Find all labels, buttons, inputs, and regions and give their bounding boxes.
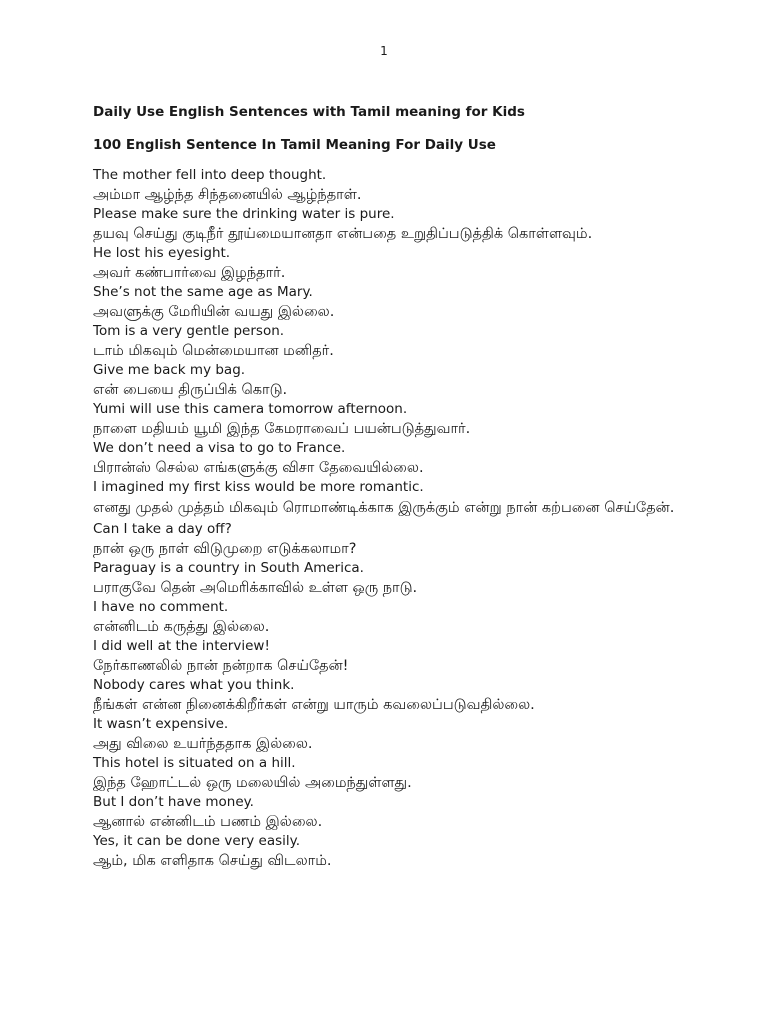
sentence-pair [93,598,713,637]
tamil-translation: பராகுவே தென் அமெரிக்காவில் உள்ள ஒரு நாடு. [93,580,418,596]
english-sentence: The mother fell into deep thought. [93,167,327,183]
document-body [93,103,713,871]
sentence-pair [93,244,713,283]
tamil-translation: தயவு செய்து குடிநீர் தூய்மையானதா என்பதை உறுதிப்படுத்திக் கொள்ளவும். [93,226,593,242]
sentence-pair [93,520,713,559]
sentence-pair [93,676,713,715]
english-sentence: Please make sure the drinking water is pure. [93,206,395,222]
tamil-translation: பிரான்ஸ் செல்ல எங்களுக்கு விசா தேவையில்லை. [93,460,424,476]
sentence-pair [93,793,713,832]
english-sentence: Paraguay is a country in South America. [93,560,364,576]
tamil-translation: ஆம், மிக எளிதாக செய்து விடலாம். [93,853,332,869]
tamil-translation: அவளுக்கு மேரியின் வயது இல்லை. [93,304,335,320]
english-sentence: Yes, it can be done very easily. [93,833,300,849]
sentence-pair [93,754,713,793]
english-sentence: Yumi will use this camera tomorrow afternoon. [93,401,408,417]
tamil-translation: அது விலை உயர்ந்ததாக இல்லை. [93,736,313,752]
sentence-pair [93,832,713,871]
tamil-translation: டாம் மிகவும் மென்மையான மனிதர். [93,343,334,359]
tamil-translation: என் பையை திருப்பிக் கொடு. [93,382,288,398]
sentence-pair [93,361,713,400]
sentence-pair [93,400,713,439]
sentence-pair [93,715,713,754]
page-number: 1 [380,44,388,58]
english-sentence: Nobody cares what you think. [93,677,295,693]
english-sentence: Tom is a very gentle person. [93,323,285,339]
sentence-pair [93,283,713,322]
tamil-translation: நேர்காணலில் நான் நன்றாக செய்தேன்! [93,658,349,674]
sentence-pair [93,322,713,361]
english-sentence: I imagined my first kiss would be more romantic. [93,479,424,495]
sentence-pair [93,166,713,205]
document-title: Daily Use English Sentences with Tamil meaning for Kids [93,104,525,120]
tamil-translation: அவர் கண்பார்வை இழந்தார். [93,265,286,281]
tamil-translation: ஆனால் என்னிடம் பணம் இல்லை. [93,814,323,830]
english-sentence: He lost his eyesight. [93,245,231,261]
english-sentence: She’s not the same age as Mary. [93,284,313,300]
sentence-pair [93,205,713,244]
sentence-pair [93,637,713,676]
tamil-translation: எனது முதல் முத்தம் மிகவும் ரொமாண்டிக்காக இருக்கும் என்று நான் கற்பனை செய்தேன். [93,500,675,516]
english-sentence: We don’t need a visa to go to France. [93,440,346,456]
english-sentence: I did well at the interview! [93,638,270,654]
english-sentence: Give me back my bag. [93,362,246,378]
tamil-translation: நீங்கள் என்ன நினைக்கிறீர்கள் என்று யாரும் கவலைப்படுவதில்லை. [93,697,535,713]
sentence-list [93,166,713,871]
tamil-translation: அம்மா ஆழ்ந்த சிந்தனையில் ஆழ்ந்தாள். [93,187,362,203]
english-sentence: This hotel is situated on a hill. [93,755,296,771]
tamil-translation: நான் ஒரு நாள் விடுமுறை எடுக்கலாமா? [93,541,357,557]
document-subtitle: 100 English Sentence In Tamil Meaning For Daily Use [93,137,496,153]
sentence-pair [93,478,713,520]
sentence-pair [93,439,713,478]
english-sentence: I have no comment. [93,599,229,615]
english-sentence: Can I take a day off? [93,521,232,537]
english-sentence: It wasn’t expensive. [93,716,229,732]
english-sentence: But I don’t have money. [93,794,254,810]
sentence-pair [93,559,713,598]
tamil-translation: நாளை மதியம் யூமி இந்த கேமராவைப் பயன்படுத்துவார். [93,421,471,437]
tamil-translation: இந்த ஹோட்டல் ஒரு மலையில் அமைந்துள்ளது. [93,775,412,791]
tamil-translation: என்னிடம் கருத்து இல்லை. [93,619,270,635]
